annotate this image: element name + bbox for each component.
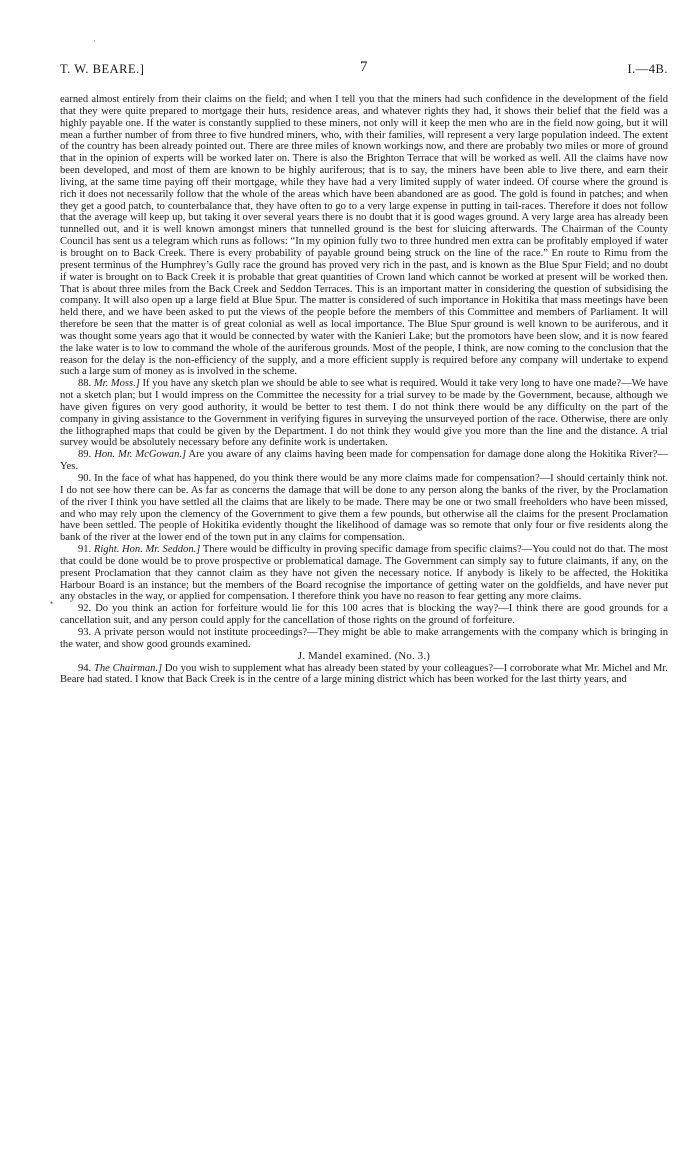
question-92	[60, 603, 668, 627]
speaker-name: Hon. Mr. McGowan.]	[94, 449, 187, 461]
question-90	[60, 473, 668, 544]
question-number: 94.	[78, 662, 92, 674]
question-number: 90.	[78, 473, 92, 484]
header-paper-reference: I.—4B.	[627, 62, 668, 76]
document-body	[60, 94, 668, 686]
question-89	[60, 449, 668, 473]
question-93	[60, 627, 668, 651]
question-94	[60, 663, 668, 687]
speaker-name: Right. Hon. Mr. Seddon.]	[93, 544, 201, 556]
margin-dot: ·	[93, 36, 96, 46]
question-number: 89.	[78, 449, 92, 461]
page-number: 7	[360, 59, 368, 75]
header-witness-name: T. W. BEARE.]	[60, 62, 145, 76]
paragraph-continued-answer	[60, 94, 668, 378]
question-number: 91.	[78, 544, 92, 556]
question-text: In the face of what has happened, do you think there would be any more claims made for compensation?—I should certainly think not. I do not see how there can be. As far as concerns the damage that will be done to any person along the banks of the river, by the Proclamation of the river I think you have settled all the claims that are likely to be made. There may be one or two small freeholders who have been missed, and who may rely upon the clemency of the Government to give them a few pounds, but otherwise all the claims for the present Proclamation have been settled. The people of Hokitika evidently thought the likelihood of damage was so remote that only four or five residents along the bank of the river at the lower end of the town put in any claims for compensation.	[60, 473, 668, 544]
question-text: Do you wish to supplement what has already been stated by your colleagues?—I corroborate what Mr. Michel and Mr. Beare had stated. I know that Back Creek is in the centre of a large mining district which has been worked for the last thirty years, and	[60, 662, 668, 686]
question-text: There would be difficulty in proving specific damage from specific claims?—You could not do that. The most that could be done would be to prove prospective or problematical damage. The Government can simply say to future claimants, if any, on the present Proclamation that they cannot claim as they have not given the necessary notice. If anybody is likely to be affected, the Hokitika Harbour Board is an instance; but the members of the Board recognise the importance of getting water on the goldfields, and have never put any obstacles in the way, or applied for compensation. I therefore think you have no reason to fear getting any more claims.	[60, 544, 669, 603]
question-number: 88.	[78, 378, 92, 390]
question-number: 92.	[78, 603, 92, 615]
witness-examined-heading: J. Mandel examined. (No. 3.)	[297, 649, 431, 662]
question-88	[60, 378, 668, 449]
question-text: If you have any sketch plan we should be able to see what is required. Would it take very long to have one made?—We have not a sketch plan; but I would impress on the Committee the necessity for a trial survey to be made by the Government, because, although we have given figures on very good authority, it would be better to test them. I do not think there would be any difficulty on the part of the company in giving assistance to the Government in verifying figures in surveying the unsurveyed portion of the race. Otherwise, there are only the lithographed maps that could be given by the Department. I do not think they would give you more than the line and the distance. A trial survey would be absolutely necessary before any definite work is undertaken.	[60, 378, 668, 449]
paragraph-text: earned almost entirely from their claims on the field; and when I tell you that the miners had such confidence in the development of the field that they were quite prepared to mortgage their huts, residence areas, and whatever rights they had, it shows their belief that the field was a highly payable one. If the water is constantly supplied to these miners, not only will it keep the men who are in the field now going, but it will mean a further number of from three to five hundred miners, who, with their families, will represent a very large population indeed. The extent of the country has been already pointed out. There are three miles of known workings now, and there are probably two miles or more of ground that in the opinion of experts will be worked later on. There is also the Brighton Terrace that will be worked as well. All the claims have now been developed, and most of them are known to be highly auriferous; that is to say, the miners have been able to live there, and earn their living, at the same time paying off their mortgage, while they have had a very limited supply of water indeed. Of course where the ground is rich it does not necessarily follow that the whole of the areas which have been abandoned are as good. The gold is found in patches; and when they get a good patch, to counterbalance that, they have often to go to a very large expense in putting in tail-races. Therefore it does not follow that the average will keep up, but taking it over several years there is no doubt that it is good wages ground. A very large area has already been tunnelled out, and it is well known amongst miners that tunnelled ground is the best for sluicing afterwards. The Chairman of the County Council has sent us a telegram which runs as follows: “In my opinion fully two to three hundred men extra can be profitably employed if water is brought on to Back Creek. There is every probability of payable ground being struck on the line of the race.” En route to Rimu from the present terminus of the Humphrey’s Gully race the ground has proved very rich in the past, and is known as the Blue Spur Field; and no doubt if water is brought on to Back Creek it is probable that great quantities of Crown land which cannot be worked at present will be worked then. That is about three miles from the Back Creek and Seddon Terraces. This is an important matter in considering the question of subsidising the company. It will also open up a large field at Blue Spur. The matter is considered of such importance in Hokitika that mass meetings have been held there, and we have been asked to put the views of the people before the members of this Committee and members of Parliament. It will therefore be seen that the matter is of great colonial as well as local importance. The Blue Spur ground is well known to be auriferous, and it was thought some years ago that it would be connected by water with the Kanieri Lake; but the promotors have been slow, and it is now feared the lake water is to low to command the whole of the auriferous grounds. Most of the people, I think, are now coming to the conclusion that the reason for the delay is the non-efficiency of the supply, and a more efficient supply is required before any company will undertake to expend such a large sum of money as is involved in the scheme.	[60, 94, 668, 378]
running-header	[60, 59, 668, 82]
question-text: Are you aware of any claims having been made for compensation for damage done along the Hokitika River?—Yes.	[60, 449, 668, 473]
speaker-name: Mr. Moss.]	[93, 378, 140, 390]
question-number: 93.	[78, 626, 92, 638]
question-text: Do you think an action for forfeiture would lie for this 100 acres that is blocking the way?—I think there are good grounds for a cancellation suit, and any person could apply for the cancellation of those rights on the ground of forfeiture.	[60, 603, 668, 627]
speaker-name: The Chairman.]	[93, 662, 163, 674]
question-text: A private person would not institute proceedings?—They might be able to make arrangements with the company which is bringing in the water, and show good grounds examined.	[60, 626, 669, 650]
question-91	[60, 544, 668, 603]
margin-mark: •	[50, 598, 54, 608]
